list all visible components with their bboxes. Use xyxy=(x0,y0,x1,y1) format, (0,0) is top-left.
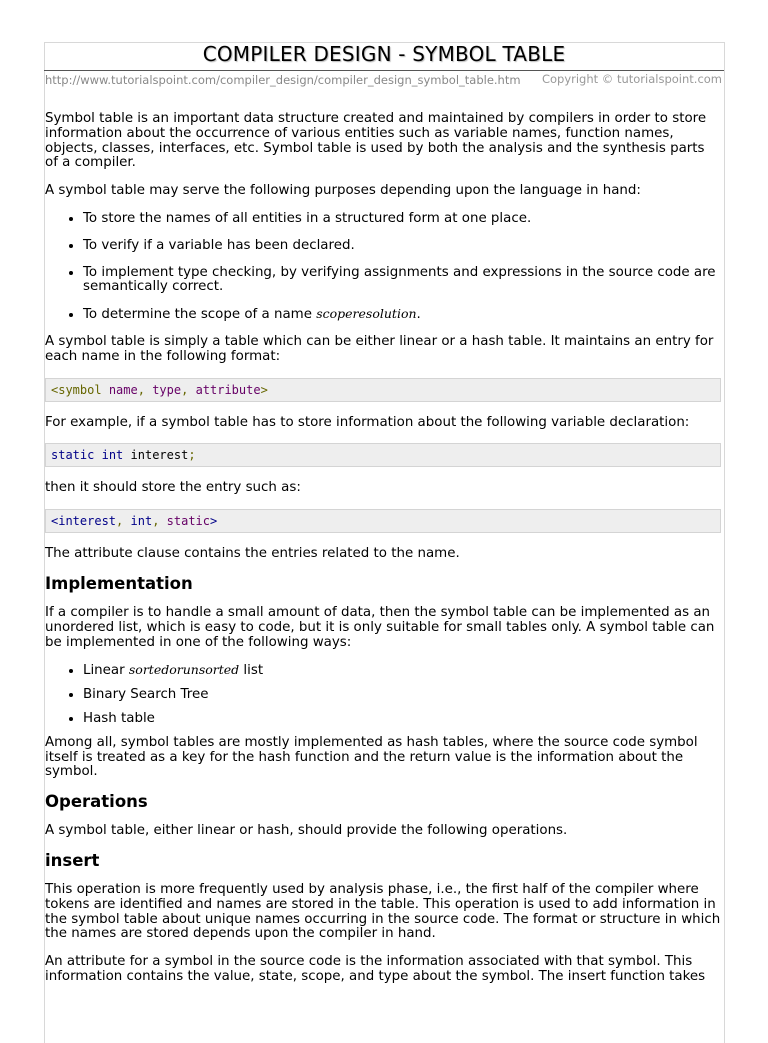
list-item: • To store the names of all entities in a structured form at one place. xyxy=(83,212,721,227)
list-item xyxy=(83,307,721,323)
code-token: , xyxy=(181,382,189,397)
article-content xyxy=(45,112,721,998)
paragraph-hash-tables: Among all, symbol tables are mostly implemented as hash tables, where the source code symbol itself is treated as a key for the hash function and the return value is the information about the symbol. xyxy=(45,734,698,780)
heading-operations: Operations xyxy=(45,792,148,812)
code-token: , xyxy=(116,514,124,529)
copyright-notice: Copyright © tutorialspoint.com xyxy=(541,72,722,86)
purposes-list xyxy=(45,212,721,323)
code-token: static xyxy=(51,448,95,463)
implementation-list xyxy=(45,663,721,726)
code-token: interest xyxy=(130,448,189,463)
paragraph-intro: Symbol table is an important data structure created and maintained by compilers in order to store information about the occurrence of various entities such as variable names, function names, objects, classes, interfaces, etc. Symbol table is used by both the analysis and the synthesis parts of a compiler. xyxy=(45,111,707,171)
paragraph-implementation: If a compiler is to handle a small amount of data, then the symbol table can be implemented as an unordered list, which is easy to code, but it is only suitable for small tables only. A symbol table can be implemented in one of the following ways: xyxy=(45,604,715,650)
title-divider xyxy=(44,70,724,71)
paragraph-entry: then it should store the entry such as: xyxy=(45,480,301,496)
list-item-text: . xyxy=(416,307,421,323)
heading-implementation: Implementation xyxy=(45,573,193,593)
code-token: <symbol xyxy=(51,382,102,397)
code-block-format xyxy=(45,378,721,402)
code-token: int xyxy=(101,448,124,463)
list-item-text: list xyxy=(239,663,264,679)
italic-term: scoperesolution xyxy=(316,306,417,322)
paragraph-attribute: The attribute clause contains the entries related to the name. xyxy=(45,546,460,562)
paragraph-insert: This operation is more frequently used by analysis phase, i.e., the first half of the compiler where tokens are identified and names are stored in the table. This operation is used to add information in the symbol table about unique names occurring in the source code. The format or structure in which the names are stored depends upon the compiler in hand. xyxy=(45,881,721,942)
source-url[interactable]: http://www.tutorialspoint.com/compiler_design/compiler_design_symbol_table.htm xyxy=(45,73,521,87)
paragraph-operations: A symbol table, either linear or hash, should provide the following operations. xyxy=(45,823,568,839)
code-token: attribute xyxy=(195,382,261,397)
code-token: > xyxy=(260,382,268,397)
list-item: • To verify if a variable has been declared. xyxy=(83,239,721,254)
list-item-text: Linear xyxy=(83,663,129,679)
heading-insert: insert xyxy=(45,850,100,870)
list-item: • Hash table xyxy=(83,712,721,727)
code-token: int xyxy=(130,514,153,529)
code-block-declaration xyxy=(45,443,721,467)
code-token: > xyxy=(210,514,218,529)
list-item-text: To determine the scope of a name xyxy=(83,307,317,323)
list-item: • To implement type checking, by verifying assignments and expressions in the source code are semantically correct. xyxy=(83,266,721,296)
code-token: static xyxy=(166,514,211,529)
list-item xyxy=(83,663,721,679)
code-token: type xyxy=(152,382,182,397)
code-token: name xyxy=(108,382,138,397)
page-title: COMPILER DESIGN - SYMBOL TABLE xyxy=(202,42,566,66)
paragraph-purposes-intro: A symbol table may serve the following purposes depending upon the language in hand: xyxy=(45,183,641,199)
paragraph-example: For example, if a symbol table has to store information about the following variable declaration: xyxy=(45,414,690,430)
code-block-entry xyxy=(45,509,721,533)
code-token: , xyxy=(137,382,145,397)
italic-term: sortedorunsorted xyxy=(128,662,240,678)
list-item: • Binary Search Tree xyxy=(83,688,721,703)
code-token: ; xyxy=(188,448,196,463)
code-token: , xyxy=(152,514,160,529)
paragraph-table-format: A symbol table is simply a table which can be either linear or a hash table. It maintains an entry for each name in the following format: xyxy=(45,333,714,364)
paragraph-attribute-info: An attribute for a symbol in the source code is the information associated with that symbol. This information contains the value, state, scope, and type about the symbol. The insert function takes xyxy=(45,954,706,984)
code-token: <interest xyxy=(51,514,117,529)
